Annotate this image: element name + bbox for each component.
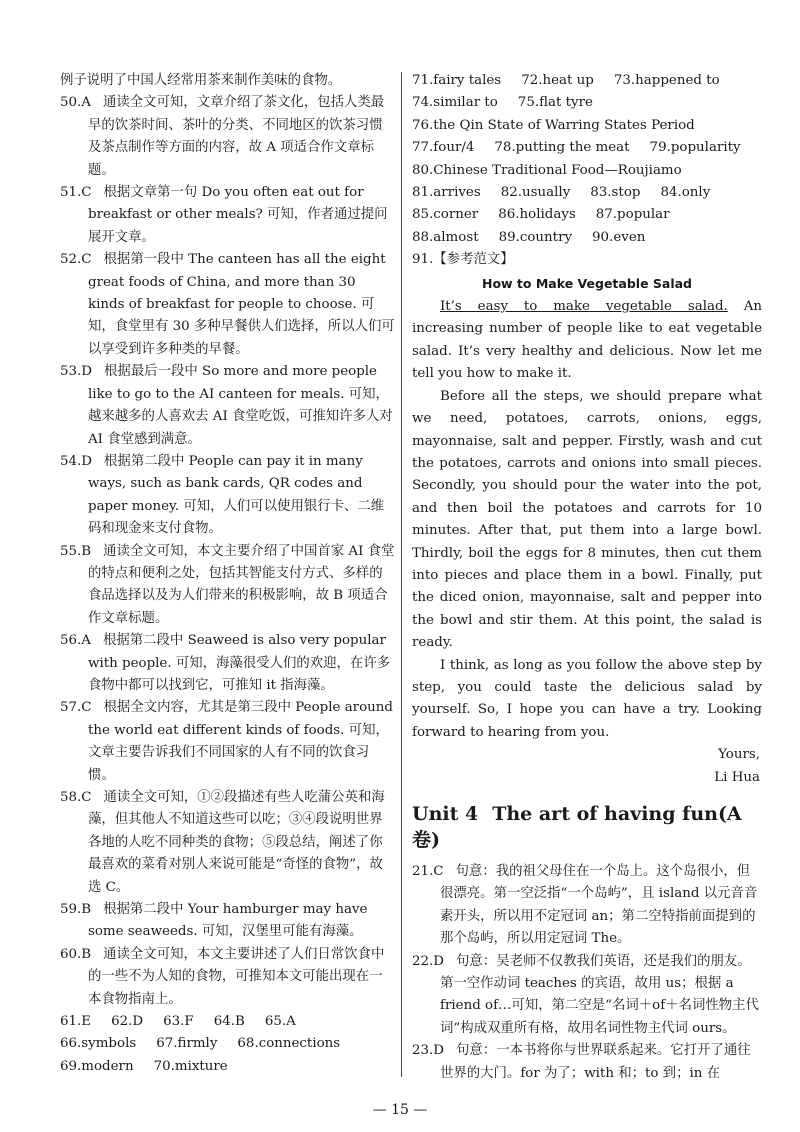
answer-entry [60,361,395,451]
column-divider [401,72,402,1077]
answer-item: 80.Chinese Traditional Food—Roujiamo [412,162,682,178]
answer-item: 64.B [213,1014,245,1030]
answer-row [412,115,762,137]
essay-closing: Yours, [718,747,760,763]
essay-paragraph-1 [412,296,762,386]
answer-item: 78.putting the meat [494,140,630,156]
answer-item: 68.connections [237,1036,341,1052]
essay-title: How to Make Vegetable Salad [481,275,693,291]
answer-item: 75.flat tyre [517,95,593,111]
answer-entry [60,697,395,787]
answer-label: 21.C [412,864,444,879]
answer-row [412,182,762,204]
essay-paragraph-3: I think, as long as you follow the above step by step, you could taste the delicious salad by yourself. So, I hope you can have a try. Looking forward to hearing from you. [412,657,762,740]
page-number: — 15 — [372,1102,428,1118]
entry-text: 通读全文可知，①②段描述有些人吃蒲公英和海藻，但其他人不知道这些可以吃；③④段说明世界各地的人吃不同种类的食物；⑤段总结，阐述了你最喜欢的菜肴对别人来说可能是“奇怪的食物”，故选 C。 [88,790,385,895]
answer-row [412,160,762,182]
essay-signature: Li Hua [714,769,760,785]
unit-heading [412,801,762,853]
answer-row [412,227,762,249]
answer-item: 67.firmly [156,1036,218,1052]
answer-item: 89.country [498,229,573,245]
right-column [412,70,762,1085]
entry-text: 例子说明了中国人经常用茶来制作美味的食物。 [60,73,342,88]
essay-topic-sentence: It’s easy to make vegetable salad. [440,299,728,315]
answer-label: 56.A [60,633,91,649]
essay-paragraph-2: Before all the steps, we should prepare what we need, potatoes, carrots, onions, eggs, mayonnaise, salt and pepper. Firstly, wash and cut the potatoes, carrots and onions into small pieces. Secondly, you should pour the water into the pot, and then boil the potatoes and carrots for 10 minutes. After that, put them into a large bowl. Thirdly, boil the eggs for 8 minutes, then cut them into pieces and place them in a bowl. Finally, put the diced onion, mayonnaise, salt and pepper into the bowl and stir them. At this point, the salad is ready. [412,388,762,651]
answer-label: 52.C [60,252,92,268]
entry-text: 通读全文可知，文章介绍了茶文化，包括人类最早的饮茶时间、茶叶的分类、不同地区的饮茶习惯及茶点制作等方面的内容，故 A 项适合作文章标题。 [88,95,385,178]
answer-row [60,1056,395,1078]
answer-label: 53.D [60,364,93,380]
answer-row [412,70,762,92]
entry-text: 根据第二段中 Your hamburger may have some seaweeds. 可知，汉堡里可能有海藻。 [88,902,368,940]
answer-entry [60,630,395,697]
answer-label: 60.B [60,946,92,962]
answer-label: 58.C [60,790,92,805]
answer-label: 55.B [60,543,92,559]
answer-item: 66.symbols [60,1036,137,1052]
answer-entry [412,861,762,951]
answer-item: 62.D [111,1014,144,1030]
essay-label: 91.【参考范文】 [412,252,514,268]
answer-item: 76.the Qin State of Warring States Period [412,117,695,133]
answer-entry [60,944,395,1011]
entry-text: 通读全文可知，本文主要介绍了中国首家 AI 食堂的特点和便利之处，包括其智能支付方式、多样的食品选择以及为人们带来的积极影响，故 B 项适合作文章标题。 [88,543,395,626]
answer-entry [60,70,395,92]
answer-item: 70.mixture [153,1058,228,1074]
answer-entry [60,899,395,944]
answer-label: 22.D [412,953,445,969]
entry-text: 根据第一段中 The canteen has all the eight great foods of China, and more than 30 kinds of breakfast for people to choose. 可知，食堂里有 30 多种早餐供人们选择，所以人们可以享受到许多种类的早餐。 [88,252,395,357]
answer-entry [60,541,395,631]
answer-entry [412,1040,762,1085]
answer-entry [60,787,395,899]
answer-item: 71.fairy tales [412,73,502,88]
answer-entry [60,92,395,182]
entry-text: 根据文章第一句 Do you often eat out for breakfast or other meals? 可知，作者通过提问展开文章。 [88,185,388,245]
answer-item: 79.popularity [649,140,741,156]
unit-name: Unit 4 [412,803,479,825]
left-column [60,70,395,1078]
entry-text: 通读全文可知，本文主要讲述了人们日常饮食中的一些不为人知的食物，可推知本文可能出现在一本食物指南上。 [88,946,385,1007]
answer-item: 73.happened to [613,73,720,88]
entry-text: 根据第二段中 Seaweed is also very popular with people. 可知，海藻很受人们的欢迎，在许多食物中都可以找到它，可推知 it 指海藻。 [88,633,391,693]
answer-label: 23.D [412,1043,445,1059]
answer-item: 82.usually [500,185,571,201]
answer-item: 88.almost [412,229,479,245]
answer-row [412,204,762,226]
answer-label: 57.C [60,700,92,716]
answer-item: 87.popular [595,207,670,223]
entry-text: 句意：吴老师不仅教我们英语，还是我们的朋友。第一空作动词 teaches 的宾语，故用 us；根据 a friend of…可知，第二空是“名词＋of＋名词性物主代词”构成双重所有格，故用名词性物主代词 ours。 [440,953,759,1036]
entry-text: 句意：一本书将你与世界联系起来。它打开了通往世界的大门。for 为了；with 和；to 到；in 在 [440,1043,751,1081]
answer-item: 72.heat up [521,73,594,88]
answer-row [60,1011,395,1033]
answer-label: 54.D [60,453,93,469]
answer-item: 90.even [592,229,646,245]
answer-item: 77.four/4 [412,140,475,156]
entry-text: 句意：我的祖父母住在一个岛上。这个岛很小，但很漂亮。第一空泛指“一个岛屿”，且 island 以元音音素开头，所以用不定冠词 an；第二空特指前面提到的那个岛屿，所以用定冠词 The。 [440,864,758,947]
answer-item: 69.modern [60,1058,134,1074]
answer-entry [412,951,762,1041]
answer-entry [60,451,395,541]
unit-title: The art of having fun(A 卷) [412,803,742,851]
answer-item: 81.arrives [412,185,481,201]
answer-item: 65.A [264,1014,296,1030]
answer-label: 51.C [60,185,92,201]
answer-row [412,137,762,159]
answer-item: 83.stop [590,185,641,201]
answer-item: 74.similar to [412,95,498,111]
answer-label: 50.A [60,95,91,111]
answer-item: 61.E [60,1014,92,1030]
answer-entry [60,249,395,361]
answer-row [412,92,762,114]
answer-item: 85.corner [412,207,479,223]
entry-text: 根据全文内容，尤其是第三段中 People around the world eat different kinds of foods. 可知，文章主要告诉我们不同国家的人有不同的饮食习惯。 [88,700,393,783]
answer-row [60,1033,395,1055]
answer-label: 59.B [60,902,92,918]
essay-paragraph-1-rest: An increasing number of people like to eat vegetable salad. It’s very healthy and delicious. Now let me tell you how to make it. [412,299,762,382]
answer-item: 86.holidays [498,207,576,223]
entry-text: 根据最后一段中 So more and more people like to go to the AI canteen for meals. 可知，越来越多的人喜欢去 AI 食堂吃饭，可推知许多人对 AI 食堂感到满意。 [88,364,393,447]
answer-item: 84.only [660,185,711,201]
answer-item: 63.F [163,1014,194,1030]
entry-text: 根据第二段中 People can pay it in many ways, such as bank cards, QR codes and paper money. 可知，人们可以使用银行卡、二维码和现金来支付食物。 [88,453,385,537]
answer-entry [60,182,395,249]
